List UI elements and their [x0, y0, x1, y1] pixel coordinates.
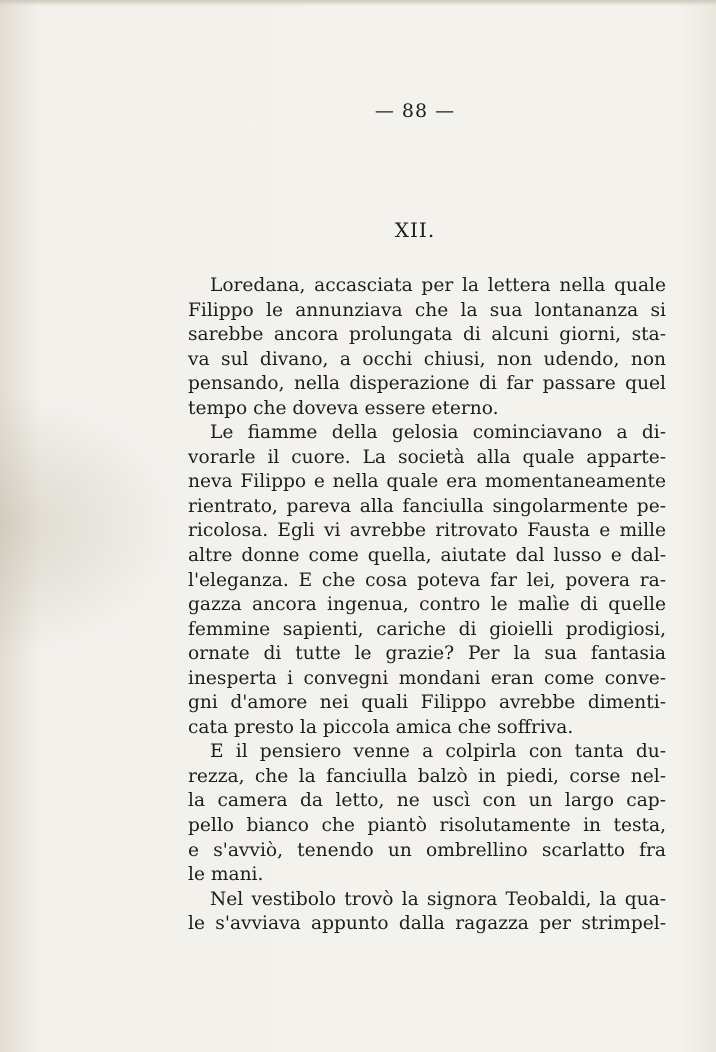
text-line: gni d'amore nei quali Filippo avrebbe dimenti- — [188, 692, 666, 714]
text-line: va sul divano, a occhi chiusi, non udendo, non — [188, 348, 666, 370]
body-text — [188, 274, 666, 937]
text-line: la camera da letto, ne uscì con un largo cap- — [188, 790, 666, 812]
text-line: sarebbe ancora prolungata di alcuni giorni, sta- — [188, 324, 666, 346]
text-line: le mani. — [188, 864, 264, 886]
text-line: Loredana, accasciata per la lettera nella quale — [210, 275, 666, 296]
text-line: rientrato, pareva alla fanciulla singolarmente pe- — [188, 495, 666, 517]
text-line: neva Filippo e nella quale era momentaneamente — [188, 471, 666, 493]
text-line: e s'avviò, tenendo un ombrellino scarlatto fra — [188, 839, 666, 861]
text-line: tempo che doveva essere eterno. — [188, 397, 499, 419]
text-line: Nel vestibolo trovò la signora Teobaldi, la qua- — [210, 888, 666, 910]
text-line: cata presto la piccola amica che soffriva. — [188, 716, 574, 738]
text-line: ricolosa. Egli vi avrebbe ritrovato Fausta e mille — [188, 520, 666, 542]
text-line: l'eleganza. E che cosa poteva far lei, povera ra- — [188, 569, 666, 591]
text-line: le s'avviava appunto dalla ragazza per strimpel- — [188, 913, 666, 935]
text-line: femmine sapienti, cariche di gioielli prodigiosi, — [188, 618, 666, 640]
page-edge-shadow — [0, 0, 716, 6]
text-line: inesperta i convegni mondani eran come conve- — [188, 667, 666, 689]
chapter-heading: XII. — [394, 218, 436, 242]
text-line: gazza ancora ingenua, contro le malìe di quelle — [188, 594, 666, 616]
text-line: pello bianco che piantò risolutamente in testa, — [188, 815, 666, 837]
text-line: ornate di tutte le grazie? Per la sua fantasia — [188, 643, 666, 665]
text-line: vorarle il cuore. La società alla quale apparte- — [188, 446, 666, 468]
text-line: E il pensiero venne a colpirla con tanta du- — [210, 741, 666, 763]
text-line: rezza, che la fanciulla balzò in piedi, corse nel- — [188, 765, 666, 787]
text-line: Filippo le annunziava che la sua lontananza si — [188, 299, 666, 321]
page-number: — 88 — — [374, 100, 456, 122]
text-line: Le fiamme della gelosia cominciavano a di- — [210, 422, 666, 444]
text-line: pensando, nella disperazione di far passare quel — [188, 373, 666, 395]
text-line: altre donne come quella, aiutate dal lusso e dal- — [188, 545, 666, 567]
